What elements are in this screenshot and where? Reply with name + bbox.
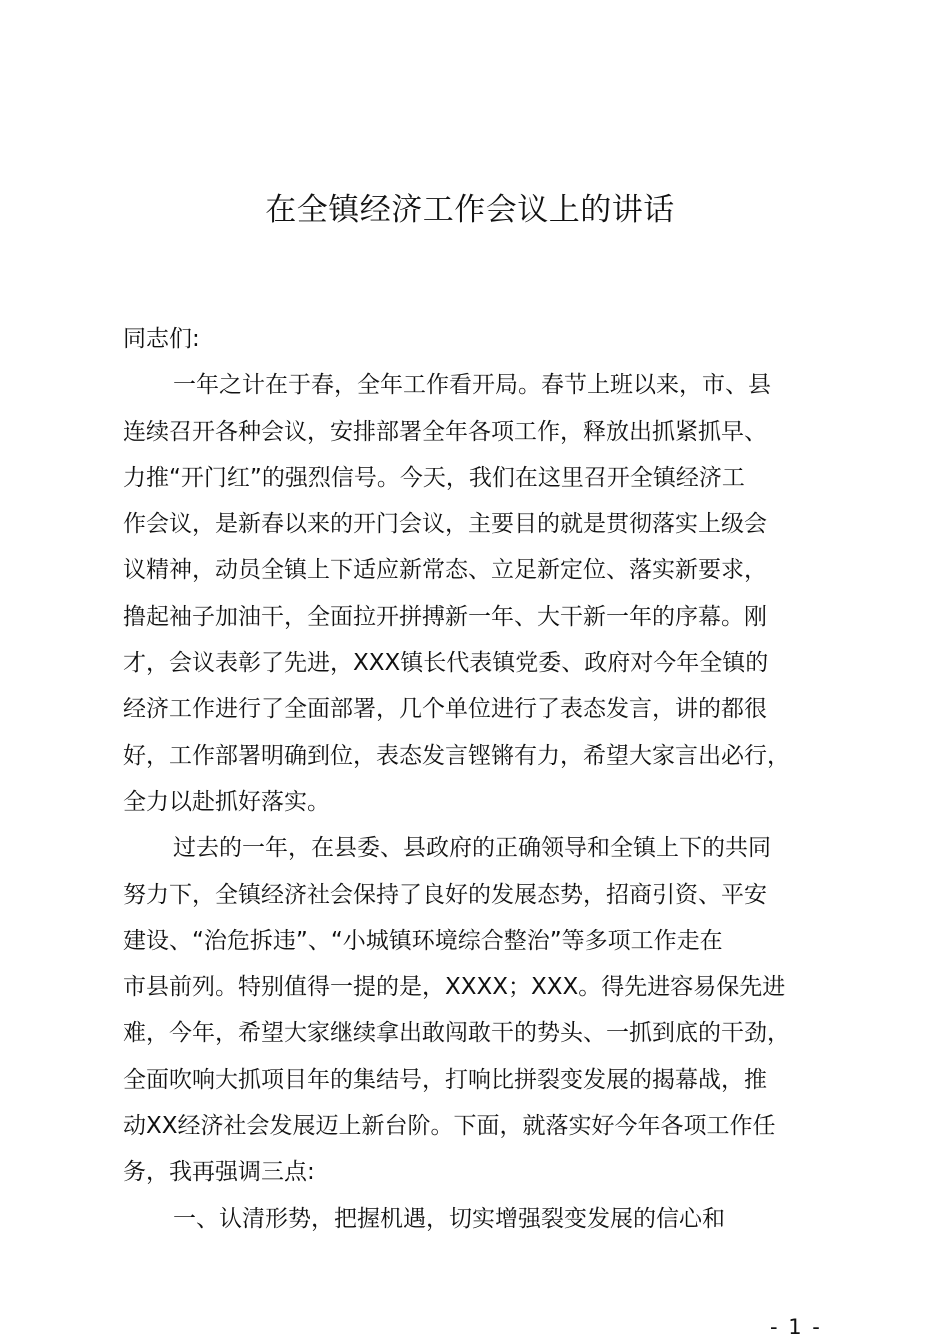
paragraph-2-line-8: 务，我再强调三点:: [123, 1159, 315, 1186]
paragraph-1-line-4: 作会议，是新春以来的开门会议，主要目的就是贯彻落实上级会: [123, 511, 767, 538]
paragraph-1-line-6: 撸起袖子加油干，全面拉开拼搏新一年、大干新一年的序幕。刚: [123, 603, 767, 630]
paragraph-1-line-1: 一年之计在于春，全年工作看开局。春节上班以来，市、县: [173, 372, 771, 399]
paragraph-1-line-2: 连续召开各种会议，安排部署全年各项工作，释放出抓紧抓早、: [123, 418, 767, 445]
page-number: - 1 -: [770, 1315, 822, 1339]
paragraph-2-line-5: 难，今年，希望大家继续拿出敢闯敢干的势头、一抓到底的干劲，: [123, 1020, 790, 1047]
paragraph-2-line-3: 建设、“治危拆违”、“小城镇环境综合整治”等多项工作走在: [123, 927, 723, 954]
document-body: [123, 316, 843, 1242]
document-title: 在全镇经济工作会议上的讲话: [265, 192, 675, 228]
paragraph-1-line-10: 全力以赴抓好落实。: [123, 788, 330, 815]
paragraph-2-line-6: 全面吹响大抓项目年的集结号，打响比拼裂变发展的揭幕战，推: [123, 1066, 767, 1093]
paragraph-1-line-7: 才，会议表彰了先进，XXX镇长代表镇党委、政府对今年全镇的: [123, 650, 769, 677]
paragraph-2-line-7: 动XX经济社会发展迈上新台阶。下面，就落实好今年各项工作任: [123, 1113, 776, 1140]
salutation-line: 同志们:: [123, 326, 200, 352]
paragraph-1-line-3: 力推“开门红”的强烈信号。今天，我们在这里召开全镇经济工: [123, 464, 745, 491]
paragraph-2-line-2: 努力下，全镇经济社会保持了良好的发展态势，招商引资、平安: [123, 881, 767, 908]
paragraph-2-line-1: 过去的一年，在县委、县政府的正确领导和全镇上下的共同: [173, 835, 771, 862]
paragraph-1-line-9: 好，工作部署明确到位，表态发言铿锵有力，希望大家言出必行，: [123, 742, 790, 769]
paragraph-1-line-5: 议精神，动员全镇上下适应新常态、立足新定位、落实新要求，: [123, 557, 767, 584]
section-heading-1: 一、认清形势，把握机遇，切实增强裂变发展的信心和: [173, 1205, 725, 1232]
paragraph-2-line-4: 市县前列。特别值得一提的是，XXXX；XXX。得先进容易保先进: [123, 974, 786, 1001]
paragraph-1-line-8: 经济工作进行了全面部署，几个单位进行了表态发言，讲的都很: [123, 696, 767, 723]
